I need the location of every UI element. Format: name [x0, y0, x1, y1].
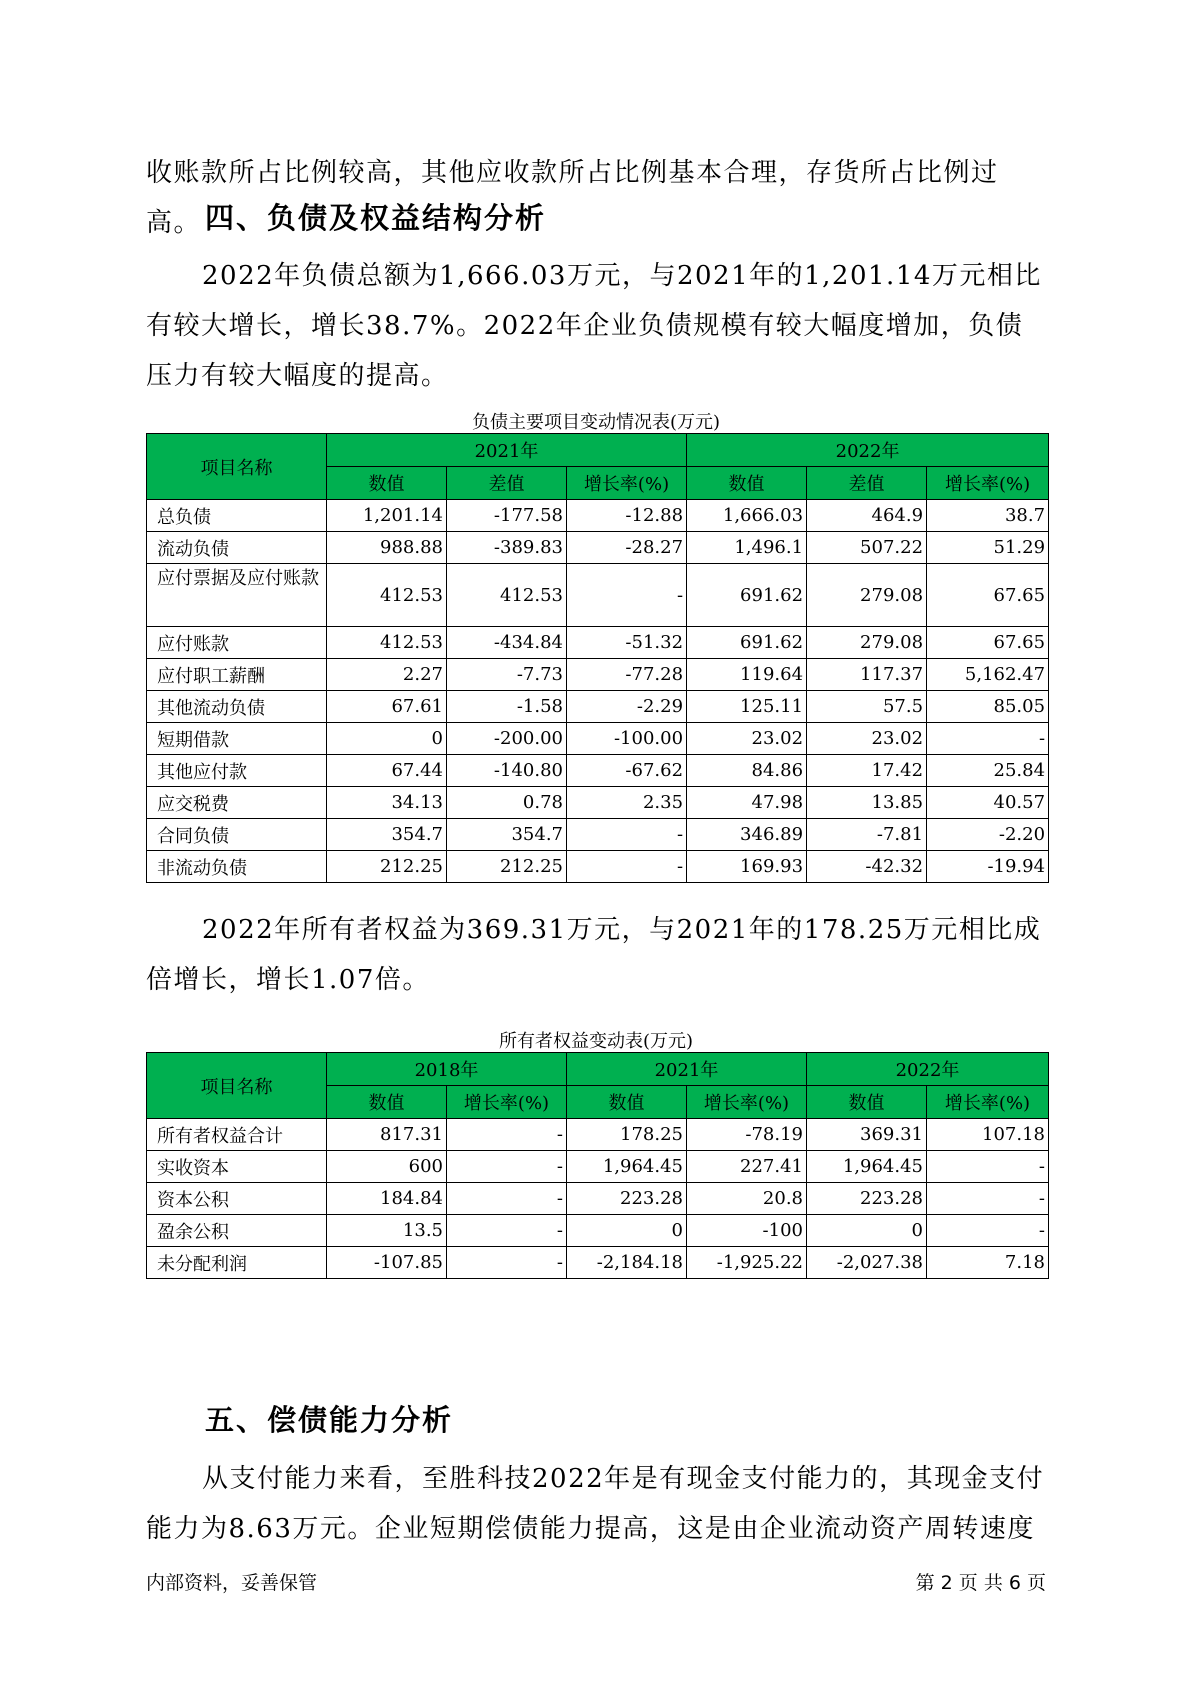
row-label: 非流动负债	[147, 851, 327, 883]
section-heading-4: 四、负债及权益结构分析	[205, 201, 547, 235]
table-cell: 107.18	[927, 1119, 1049, 1151]
column-header-item-name: 项目名称	[147, 434, 327, 500]
table-cell: -	[927, 1183, 1049, 1215]
table-cell: -	[447, 1151, 567, 1183]
table-row	[147, 691, 1049, 723]
table-cell: 17.42	[807, 755, 927, 787]
column-header-year: 2021年	[327, 434, 687, 467]
table-cell: 184.84	[327, 1183, 447, 1215]
table-cell: -	[567, 564, 687, 627]
table-cell: -100.00	[567, 723, 687, 755]
table-cell: -434.84	[447, 627, 567, 659]
table-cell: -	[447, 1183, 567, 1215]
table-cell: -	[927, 1151, 1049, 1183]
table-cell: 691.62	[687, 564, 807, 627]
table-cell: 85.05	[927, 691, 1049, 723]
table-cell: 1,201.14	[327, 500, 447, 532]
table-cell: 223.28	[567, 1183, 687, 1215]
row-label: 其他应付款	[147, 755, 327, 787]
table-cell: -2,184.18	[567, 1247, 687, 1279]
column-header-growth-rate: 增长率(%)	[927, 1086, 1049, 1119]
table-cell: 119.64	[687, 659, 807, 691]
table-cell: 988.88	[327, 532, 447, 564]
table-row	[147, 787, 1049, 819]
row-label: 应付票据及应付账款	[147, 564, 327, 627]
column-header-year: 2022年	[807, 1053, 1049, 1086]
table-cell: -67.62	[567, 755, 687, 787]
table-cell: -1.58	[447, 691, 567, 723]
row-label: 总负债	[147, 500, 327, 532]
column-header-value: 数值	[567, 1086, 687, 1119]
table-cell: 67.65	[927, 627, 1049, 659]
table-row	[147, 1151, 1049, 1183]
row-label: 应付职工薪酬	[147, 659, 327, 691]
table-row	[147, 1247, 1049, 1279]
table-row	[147, 1215, 1049, 1247]
column-header-year: 2021年	[567, 1053, 807, 1086]
table-row	[147, 819, 1049, 851]
table-cell: 0	[327, 723, 447, 755]
table-cell: 0	[567, 1215, 687, 1247]
table-cell: -2.20	[927, 819, 1049, 851]
table-cell: 279.08	[807, 564, 927, 627]
table-cell: 125.11	[687, 691, 807, 723]
table-row	[147, 659, 1049, 691]
equity-table-caption: 所有者权益变动表(万元)	[498, 1031, 694, 1052]
table-cell: 23.02	[807, 723, 927, 755]
table-row	[147, 532, 1049, 564]
table-cell: 0	[807, 1215, 927, 1247]
table-cell: 212.25	[327, 851, 447, 883]
table-cell: 2.35	[567, 787, 687, 819]
column-header-value: 数值	[687, 467, 807, 500]
table-cell: 34.13	[327, 787, 447, 819]
table-cell: 51.29	[927, 532, 1049, 564]
table-cell: 691.62	[687, 627, 807, 659]
table-cell: 1,964.45	[807, 1151, 927, 1183]
row-label: 应交税费	[147, 787, 327, 819]
table-cell: -100	[687, 1215, 807, 1247]
table-row	[147, 564, 1049, 627]
table-cell: -1,925.22	[687, 1247, 807, 1279]
paragraph-liabilities: 2022年负债总额为1,666.03万元，与2021年的1,201.14万元相比有较大增长，增长38.7%。2022年企业负债规模有较大幅度增加，负债压力有较大幅度的提高。	[146, 261, 1042, 391]
table-cell: 178.25	[567, 1119, 687, 1151]
table-cell: 1,964.45	[567, 1151, 687, 1183]
table-cell: 817.31	[327, 1119, 447, 1151]
table-cell: 369.31	[807, 1119, 927, 1151]
table-cell: -177.58	[447, 500, 567, 532]
table-cell: 412.53	[327, 564, 447, 627]
table-cell: 13.85	[807, 787, 927, 819]
row-label: 其他流动负债	[147, 691, 327, 723]
row-label: 短期借款	[147, 723, 327, 755]
row-label: 实收资本	[147, 1151, 327, 1183]
row-label: 盈余公积	[147, 1215, 327, 1247]
column-header-growth-rate: 增长率(%)	[927, 467, 1049, 500]
column-header-item-name: 项目名称	[147, 1053, 327, 1119]
table-cell: 47.98	[687, 787, 807, 819]
table-cell: -7.81	[807, 819, 927, 851]
column-header-difference: 差值	[807, 467, 927, 500]
table-cell: -12.88	[567, 500, 687, 532]
table-cell: 464.9	[807, 500, 927, 532]
row-label: 合同负债	[147, 819, 327, 851]
table-cell: 1,496.1	[687, 532, 807, 564]
table-cell: 5,162.47	[927, 659, 1049, 691]
equity-table	[146, 1052, 1049, 1279]
footer-page-number: 第 2 页 共 6 页	[915, 1572, 1046, 1594]
table-cell: 67.44	[327, 755, 447, 787]
table-row	[147, 1119, 1049, 1151]
table-cell: -	[567, 851, 687, 883]
table-cell: -389.83	[447, 532, 567, 564]
paragraph-equity: 2022年所有者权益为369.31万元，与2021年的178.25万元相比成倍增长，增长1.07倍。	[146, 915, 1042, 995]
table-cell: -200.00	[447, 723, 567, 755]
table-cell: 354.7	[327, 819, 447, 851]
table-cell: 279.08	[807, 627, 927, 659]
table-cell: 38.7	[927, 500, 1049, 532]
table-cell: 354.7	[447, 819, 567, 851]
table-cell: 412.53	[447, 564, 567, 627]
table-cell: 84.86	[687, 755, 807, 787]
table-cell: -19.94	[927, 851, 1049, 883]
table-cell: 2.27	[327, 659, 447, 691]
liability-table-caption: 负债主要项目变动情况表(万元)	[471, 412, 721, 433]
table-cell: -140.80	[447, 755, 567, 787]
column-header-value: 数值	[327, 1086, 447, 1119]
row-label: 所有者权益合计	[147, 1119, 327, 1151]
table-cell: -7.73	[447, 659, 567, 691]
table-cell: 20.8	[687, 1183, 807, 1215]
table-cell: 7.18	[927, 1247, 1049, 1279]
table-row	[147, 1183, 1049, 1215]
table-cell: -42.32	[807, 851, 927, 883]
table-cell: -	[927, 1215, 1049, 1247]
table-cell: 25.84	[927, 755, 1049, 787]
column-header-growth-rate: 增长率(%)	[687, 1086, 807, 1119]
table-cell: 507.22	[807, 532, 927, 564]
row-label: 应付账款	[147, 627, 327, 659]
row-label: 未分配利润	[147, 1247, 327, 1279]
section-heading-5: 五、偿债能力分析	[205, 1403, 454, 1437]
table-cell: 117.37	[807, 659, 927, 691]
table-cell: 169.93	[687, 851, 807, 883]
row-label: 流动负债	[147, 532, 327, 564]
paragraph-solvency: 从支付能力来看，至胜科技2022年是有现金支付能力的，其现金支付能力为8.63万元。企业短期偿债能力提高，这是由企业流动资产周转速度	[146, 1464, 1045, 1544]
column-header-value: 数值	[327, 467, 447, 500]
table-cell: 57.5	[807, 691, 927, 723]
column-header-value: 数值	[807, 1086, 927, 1119]
table-cell: -	[567, 819, 687, 851]
table-cell: 212.25	[447, 851, 567, 883]
table-cell: -2,027.38	[807, 1247, 927, 1279]
table-cell: -78.19	[687, 1119, 807, 1151]
column-header-year: 2022年	[687, 434, 1049, 467]
table-cell: -51.32	[567, 627, 687, 659]
table-cell: -77.28	[567, 659, 687, 691]
table-cell: -	[927, 723, 1049, 755]
table-cell: -	[447, 1215, 567, 1247]
table-cell: 23.02	[687, 723, 807, 755]
table-cell: 67.65	[927, 564, 1049, 627]
column-header-difference: 差值	[447, 467, 567, 500]
table-row	[147, 851, 1049, 883]
row-label: 资本公积	[147, 1183, 327, 1215]
table-cell: 13.5	[327, 1215, 447, 1247]
table-cell: -	[447, 1247, 567, 1279]
table-cell: 600	[327, 1151, 447, 1183]
table-cell: 67.61	[327, 691, 447, 723]
column-header-growth-rate: 增长率(%)	[447, 1086, 567, 1119]
table-cell: 1,666.03	[687, 500, 807, 532]
column-header-year: 2018年	[327, 1053, 567, 1086]
table-row	[147, 723, 1049, 755]
table-row	[147, 627, 1049, 659]
liability-table	[146, 433, 1049, 883]
table-cell: 40.57	[927, 787, 1049, 819]
table-cell: 0.78	[447, 787, 567, 819]
table-cell: -2.29	[567, 691, 687, 723]
table-cell: -28.27	[567, 532, 687, 564]
table-row	[147, 755, 1049, 787]
paragraph-continuation: 收账款所占比例较高，其他应收款所占比例基本合理，存货所占比例过高。	[146, 158, 999, 238]
table-cell: 227.41	[687, 1151, 807, 1183]
table-row	[147, 500, 1049, 532]
table-cell: 223.28	[807, 1183, 927, 1215]
table-cell: -107.85	[327, 1247, 447, 1279]
footer-confidential-note: 内部资料，妥善保管	[146, 1572, 318, 1594]
table-cell: -	[447, 1119, 567, 1151]
table-cell: 346.89	[687, 819, 807, 851]
table-cell: 412.53	[327, 627, 447, 659]
column-header-growth-rate: 增长率(%)	[567, 467, 687, 500]
